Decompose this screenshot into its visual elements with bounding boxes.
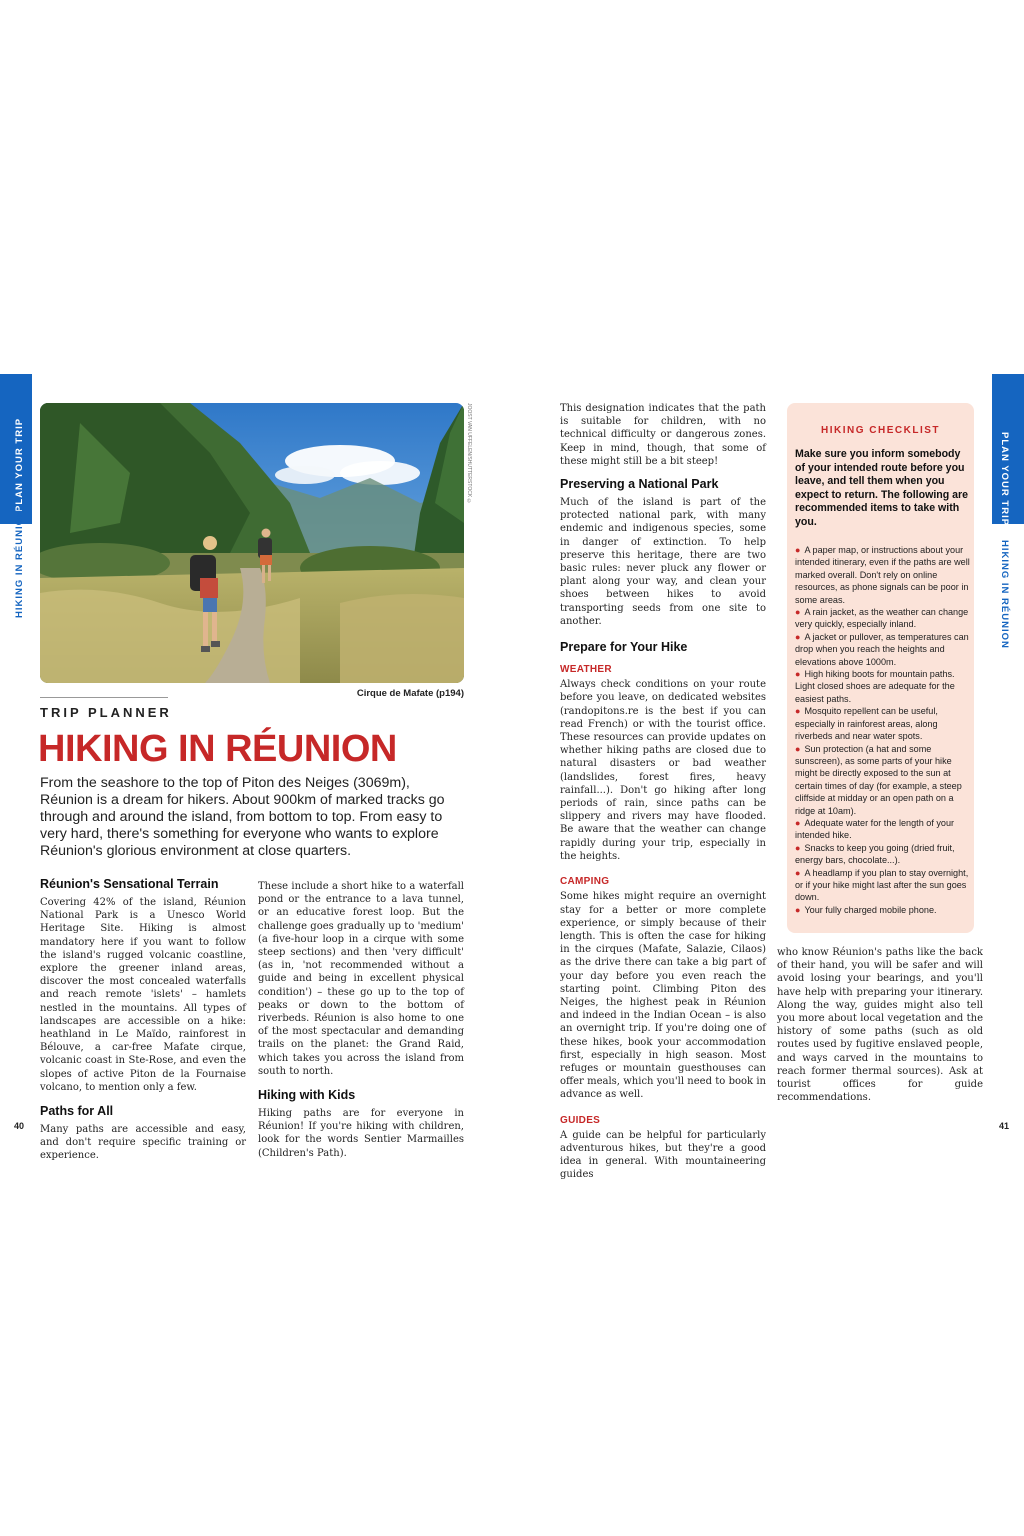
heading-terrain: Réunion's Sensational Terrain <box>40 877 219 891</box>
paragraph-guides: A guide can be helpful for particularly adventurous hikes, but they're a good idea in general. With mountaineering guides <box>560 1129 766 1181</box>
paragraph-paths: Many paths are accessible and easy, and don't require specific training or experience. <box>40 1124 246 1162</box>
checklist-item <box>795 705 970 742</box>
divider-rule <box>40 697 168 698</box>
checklist-item-text: Sun protection (a hat and some sunscreen), as some parts of your hike might be directly exposed to the sun at certain times of day (for example, a steep cliffside at midday or an open path on a ridge at 10am). <box>795 743 962 816</box>
checklist-item-text: A rain jacket, as the weather can change very quickly, especially inland. <box>795 607 969 630</box>
side-tab-right-label: PLAN YOUR TRIP <box>999 432 1010 527</box>
checklist-item <box>795 668 970 705</box>
subheading-weather: WEATHER <box>560 664 612 676</box>
side-tab-left-label: PLAN YOUR TRIP <box>14 417 25 512</box>
checklist-item <box>795 904 970 916</box>
heading-paths: Paths for All <box>40 1104 114 1119</box>
checklist-item-text: Snacks to keep you going (dried fruit, energy bars, chocolate...). <box>795 842 955 866</box>
intro-paragraph: From the seashore to the top of Piton des Neiges (3069m), Réunion is a dream for hikers. About 900km of marked tracks go through and around the island, from bottom to top. From easy to very hard, there's something for everyone who wants to explore Réunion's glorious environment at close quarters. <box>40 775 445 859</box>
photo-caption: Cirque de Mafate (p194) <box>356 688 464 699</box>
heading-kids: Hiking with Kids <box>258 1088 356 1103</box>
side-tab-right-section: HIKING IN RÉUNION <box>999 540 1010 649</box>
page-title: HIKING IN RÉUNION <box>38 728 397 770</box>
checklist-item <box>795 606 970 631</box>
checklist-item <box>795 867 970 904</box>
hiking-checklist-box <box>787 403 974 933</box>
hero-photo <box>40 403 464 683</box>
right-column-2 <box>777 946 983 1104</box>
bullet-icon: ● <box>795 867 801 878</box>
bullet-icon: ● <box>795 545 801 555</box>
heading-prepare: Prepare for Your Hike <box>560 640 688 655</box>
bullet-icon: ● <box>795 607 801 618</box>
right-column-1 <box>560 402 766 1182</box>
checklist-item-text: Adequate water for the length of your intended hike. <box>795 817 955 841</box>
subheading-camping: CAMPING <box>560 876 610 888</box>
page-number-left: 40 <box>14 1121 25 1131</box>
heading-park: Preserving a National Park <box>560 477 719 492</box>
checklist-item <box>795 817 970 842</box>
checklist-item-text: Your fully charged mobile phone. <box>804 904 937 915</box>
checklist-item <box>795 743 970 817</box>
bullet-icon: ● <box>795 817 801 828</box>
side-tab-left-section: HIKING IN RÉUNION <box>14 509 25 618</box>
checklist-item-text: Mosquito repellent can be useful, especially in rainforest areas, along riverbeds and near water spots. <box>795 706 938 742</box>
paragraph-park: Much of the island is part of the protected national park, with many endemic and indigenous species, some in danger of extinction. To help preserve this heritage, there are two basic rules: never pluck any flower or plant along your way, and clean your shoes between hikes to avoid transporting seeds from one site to another. <box>560 497 766 627</box>
page-number-right: 41 <box>999 1121 1010 1131</box>
checklist-intro: Make sure you inform somebody of your intended route before you leave, and tell them when you expect to return. The following are recommended items to take with you. <box>795 448 969 528</box>
checklist-title: HIKING CHECKLIST <box>821 425 940 436</box>
paragraph-terrain: Covering 42% of the island, Réunion National Park is a Unesco World Heritage Site. Hiking is almost mandatory here if you want to follow the island's rugged volcanic coastline, explore the greener inland areas, discover the most concealed waterfalls and reach remote 'islets' – hamlets nestled in the mountains. All types of landscapes are accessible on a hike: heathland in Le Maïdo, rainforest in Bélouve, a car-free Mafate cirque, volcanic coast in Ste-Rose, and even the slopes of active Piton de la Fournaise volcano, to mention only a few. <box>40 897 246 1093</box>
left-column-2 <box>258 880 464 1160</box>
paragraph-guides-continued: who know Réunion's paths like the back of their hand, you will be safer and will avoid losing your bearings, and you'll have help with preparing your itinerary. Along the way, guides might also tell you more about local vegetation and the history of some paths (such as old routes used by fugitive enslaved people, and ways carved in the mountains to reach former thermal sources). Ask at tourist offices for guide recommendations. <box>777 947 983 1104</box>
bullet-icon: ● <box>795 842 801 853</box>
bullet-icon: ● <box>795 706 801 717</box>
bullet-icon: ● <box>795 904 801 915</box>
photo-credit: JOOST VAN UFFELEN/SHUTTERSTOCK © <box>466 403 472 505</box>
checklist-items <box>795 544 970 916</box>
paragraph-challenge: These include a short hike to a waterfall pond or the entrance to a lava tunnel, or an educative forest loop. But the challenge goes gradually up to 'medium' (a five-hour loop in a cirque with some steep sections) and then 'very difficult' (as in, 'not recommended without a guide and being in excellent physical condition') – these go up to the top of peaks or down to the bottom of riverbeds. Réunion is also home to one of the most spectacular and demanding trails on the planet: the Grand Raid, which takes you across the island from south to north. <box>258 881 464 1077</box>
left-column-1 <box>40 877 246 1163</box>
bullet-icon: ● <box>795 743 801 754</box>
bullet-icon: ● <box>795 631 801 642</box>
checklist-item <box>795 842 970 867</box>
checklist-item-text: A headlamp if you plan to stay overnight, or if your hike might last after the sun goes down. <box>795 867 969 903</box>
paragraph-designation: This designation indicates that the path is suitable for children, with no technical difficulty or dangerous zones. Keep in mind, though, that some of these might still be a bit steep! <box>560 403 766 467</box>
bullet-icon: ● <box>795 669 801 680</box>
paragraph-kids: Hiking paths are for everyone in Réunion! If you're hiking with children, look for the words Sentier Marmailles (Children's Path). <box>258 1108 464 1159</box>
checklist-item <box>795 544 970 606</box>
paragraph-camping: Some hikes might require an overnight stay for a better or more complete experience, or simply because of their length. This is often the case for hiking in the cirques (Mafate, Salazie, Cilaos) as the drive there can take a big part of your day before you even reach the starting point. Climbing Piton des Neiges, the highest peak in Réunion and indeed in the Indian Ocean – is also an overnight trip. If you're doing one of these hikes, book your accommodation first, especially in high season. Most refuges or mountain guesthouses can offer meals, which you'll need to book in advance as well. <box>560 891 766 1101</box>
checklist-item-text: High hiking boots for mountain paths. Light closed shoes are adequate for the easiest paths. <box>795 669 955 704</box>
section-kicker: TRIP PLANNER <box>40 705 172 720</box>
subheading-guides: GUIDES <box>560 1114 601 1126</box>
checklist-item-text: A jacket or pullover, as temperatures can drop when you reach the heights and elevations above 1000m. <box>795 631 969 667</box>
checklist-item-text: A paper map, or instructions about your intended itinerary, even if the paths are well marked overall. Don't rely on online resources, as phone signals can be poor in some areas. <box>795 545 970 605</box>
checklist-item <box>795 631 970 668</box>
paragraph-weather: Always check conditions on your route before you leave, on dedicated websites (randopitons.re is the best if you can read French) or with the tourist office. These resources can provide updates on whether hiking paths are closed due to natural disasters or bad weather (landslides, forest fires, heavy rainfall...). Don't go hiking after long periods of rain, since paths can be slippery and rivers may have flooded. Be aware that the weather can change rapidly during your trip, especially in the heights. <box>560 679 766 862</box>
